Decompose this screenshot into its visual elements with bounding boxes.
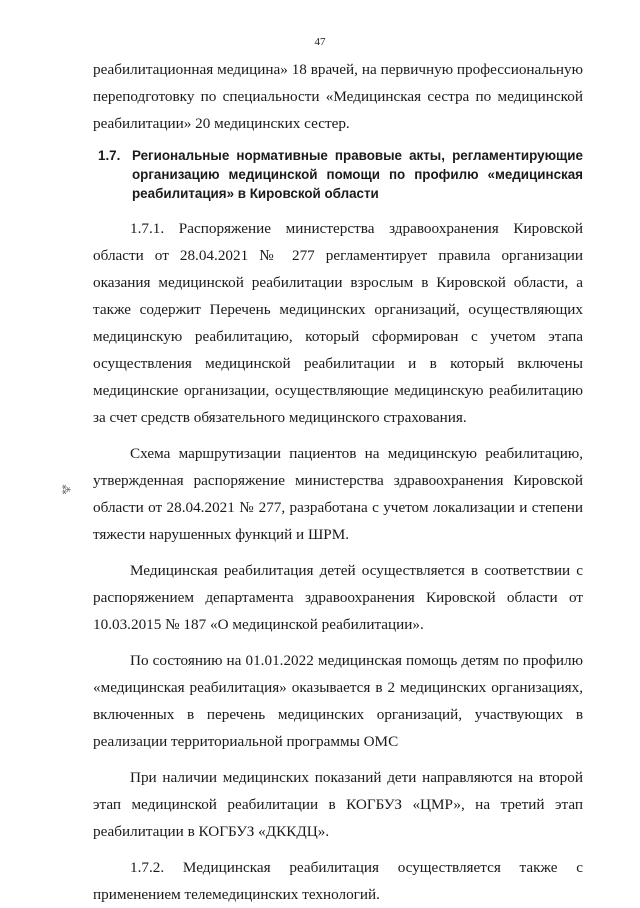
paragraph: По состоянию на 01.01.2022 медицинская помощь детям по профилю «медицинская реабилитация» оказывается в 2 медицинских организациях, включенных в перечень медицинских организаций, участвующих в реализации территориальной программы ОМС bbox=[93, 652, 583, 750]
section-number: 1.7. bbox=[98, 148, 121, 163]
page-number: 47 bbox=[314, 36, 326, 48]
paragraph: 1.7.1. Распоряжение министерства здравоохранения Кировской области от 28.04.2021 № 277 регламентирует правила организации оказания медицинской реабилитации взрослым в Кировской области, а также содержит Перечень медицинских организаций, осуществляющих медицинскую реабилитацию, который сформирован с учетом этапа осуществления медицинской реабилитации и в который включены медицинские организации, осуществляющие медицинскую реабилитацию за счет средств обязательного медицинского страхования. bbox=[93, 220, 583, 426]
paragraph: Схема маршрутизации пациентов на медицинскую реабилитацию, утвержденная распоряжение министерства здравоохранения Кировской области от 28.04.2021 № 277, разработана с учетом локализации и степени тяжести нарушенных функций и ШРМ. bbox=[93, 445, 583, 543]
document-body bbox=[93, 56, 583, 908]
section-title: Региональные нормативные правовые акты, регламентирующие организацию медицинской помощи по профилю «медицинская реабилитация» в Кировской области bbox=[132, 148, 583, 201]
paragraph: 1.7.2. Медицинская реабилитация осуществляется также с применением телемедицинских технологий. bbox=[93, 859, 583, 903]
paragraph-continued: реабилитационная медицина» 18 врачей, на первичную профессиональную переподготовку по специальности «Медицинская сестра по медицинской реабилитации» 20 медицинских сестер. bbox=[93, 61, 583, 132]
paragraph: Медицинская реабилитация детей осуществляется в соответствии с распоряжением департамента здравоохранения Кировской области от 10.03.2015 № 187 «О медицинской реабилитации». bbox=[93, 562, 583, 633]
paragraph: При наличии медицинских показаний дети направляются на второй этап медицинской реабилитации в КОГБУЗ «ЦМР», на третий этап реабилитации в КОГБУЗ «ДККДЦ». bbox=[93, 769, 583, 840]
margin-mark: ⁂ bbox=[59, 484, 71, 495]
section-heading bbox=[93, 146, 583, 203]
